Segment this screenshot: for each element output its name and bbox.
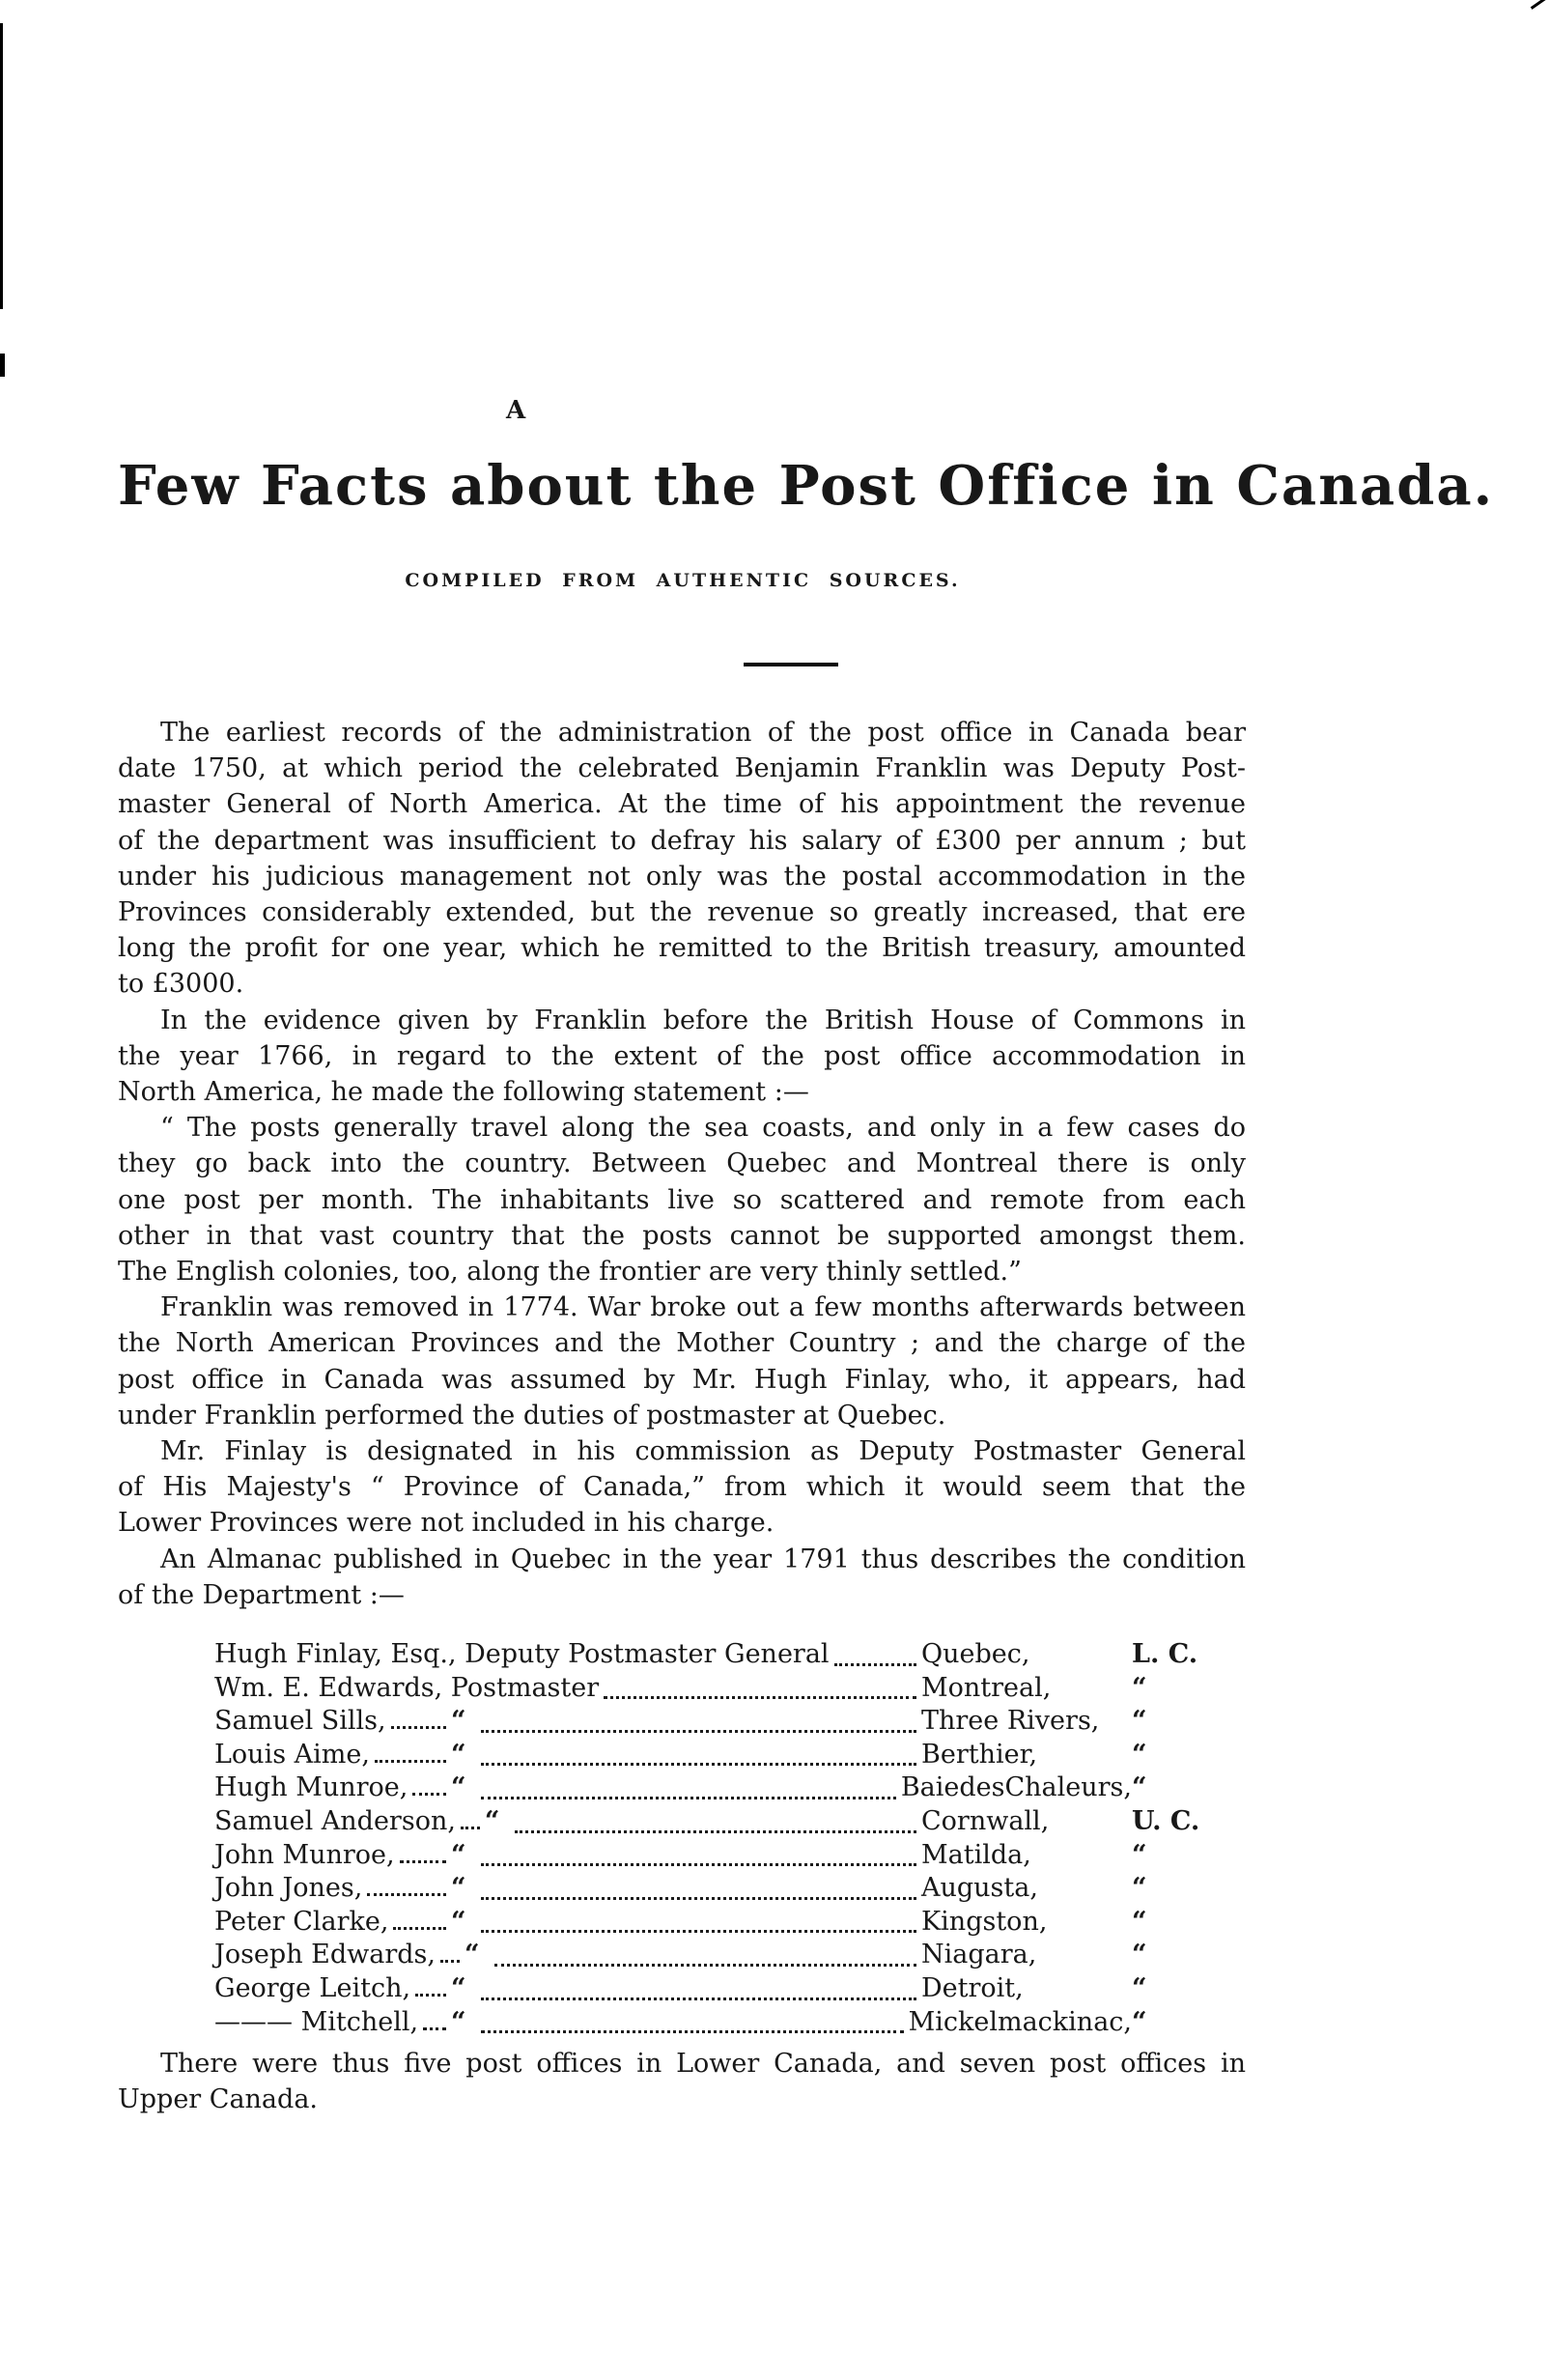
roster-name: Joseph Edwards, [214, 1940, 436, 1970]
roster-name: Peter Clarke, [214, 1906, 389, 1937]
ditto-mark: “ [451, 1906, 466, 1937]
text-line: under Franklin performed the duties of postmaster at Quebec. [118, 1400, 946, 1431]
roster-place: Kingston, [921, 1906, 1048, 1937]
leader-dots [393, 1927, 446, 1930]
text-line: Provinces considerably extended, but the revenue so greatly increased, that ere [118, 897, 1246, 928]
roster-name: Hugh Munroe, [214, 1772, 408, 1803]
roster-name: George Leitch, [214, 1972, 411, 2003]
roster-place: Quebec, [921, 1639, 1030, 1669]
text-line: Lower Provinces were not included in his charge. [118, 1508, 774, 1539]
text-line: “ The posts generally travel along the sea coasts, and only in a few cases do [160, 1113, 1246, 1144]
roster-place: Niagara, [921, 1940, 1037, 1970]
ditto-mark: “ [451, 1772, 466, 1803]
roster-row [214, 1706, 1209, 1740]
text-line: the North American Provinces and the Mother Country ; and the charge of the [118, 1328, 1246, 1359]
divider-rule [744, 663, 838, 666]
ditto-mark: “ [451, 1873, 466, 1904]
text-line: Upper Canada. [118, 2084, 318, 2115]
roster-name-cell [214, 1806, 485, 1836]
roster-row [214, 1740, 1209, 1773]
text-line: of His Majesty's “ Province of Canada,” from which it would seem that the [118, 1472, 1246, 1503]
roster-place: Detroit, [921, 1972, 1024, 2003]
roster-province: “ [1132, 1839, 1147, 1870]
body-text [118, 715, 1246, 1613]
roster-place: Matilda, [921, 1839, 1031, 1870]
roster-row [214, 1806, 1209, 1840]
roster-place: Three Rivers, [921, 1706, 1100, 1737]
roster-province: U. C. [1132, 1805, 1200, 1836]
leader-dots [412, 1793, 446, 1796]
page-subtitle: COMPILED FROM AUTHENTIC SOURCES. [405, 570, 961, 591]
roster-province: “ [1132, 1906, 1147, 1937]
roster-name: Samuel Sills, [214, 1706, 386, 1737]
roster-province: L. C. [1132, 1639, 1198, 1669]
text-line: North America, he made the following statement :— [118, 1077, 809, 1108]
leader-dots [481, 1797, 896, 1799]
roster-province: “ [1132, 1672, 1147, 1703]
leader-dots [481, 1998, 916, 2000]
text-line: to £3000. [118, 969, 244, 1000]
leader-dots [400, 1860, 446, 1863]
roster-place: Montreal, [921, 1672, 1052, 1703]
text-line: the year 1766, in regard to the extent of the post office accommodation in [118, 1040, 1246, 1071]
roster-place: Berthier, [921, 1739, 1038, 1770]
roster-row [214, 1673, 1209, 1707]
leader-dots [481, 1863, 916, 1866]
roster-province: “ [1132, 1972, 1147, 2003]
header-letter: A [506, 396, 526, 425]
ditto-mark: “ [451, 2006, 466, 2037]
leader-dots [481, 2030, 904, 2033]
scan-artifact-top-right [1531, 0, 1546, 10]
roster-name-cell [214, 1840, 451, 1870]
roster-name: John Jones, [214, 1873, 363, 1904]
leader-dots [367, 1893, 446, 1896]
roster-name: Louis Aime, [214, 1739, 370, 1770]
roster-name-cell [214, 1740, 451, 1770]
roster-row [214, 1973, 1209, 2007]
text-line: under his judicious management not only was the postal accommodation in the [118, 861, 1246, 892]
closing-paragraph [118, 2046, 1246, 2117]
leader-dots [494, 1964, 916, 1967]
roster-province: “ [1132, 1772, 1147, 1803]
leader-dots [481, 1897, 916, 1900]
text-line: one post per month. The inhabitants live so scattered and remote from each [118, 1184, 1246, 1215]
leader-dots [604, 1696, 916, 1699]
roster [214, 1639, 1209, 2040]
leader-dots [391, 1726, 446, 1729]
text-line: long the profit for one year, which he remitted to the British treasury, amounted [118, 933, 1246, 964]
leader-dots [481, 1730, 916, 1733]
roster-row [214, 1907, 1209, 1941]
scan-artifact-left-line [0, 23, 3, 309]
text-line: of the department was insufficient to defray his salary of £300 per annum ; but [118, 825, 1246, 856]
roster-name: Samuel Anderson, [214, 1805, 456, 1836]
text-line: In the evidence given by Franklin before the British House of Commons in [160, 1005, 1246, 1035]
roster-row [214, 1873, 1209, 1907]
roster-province: “ [1132, 2006, 1147, 2037]
roster-row [214, 1772, 1209, 1806]
leader-dots [481, 1930, 916, 1933]
text-line: post office in Canada was assumed by Mr. Hugh Finlay, who, it appears, had [118, 1364, 1246, 1395]
text-line: date 1750, at which period the celebrated Benjamin Franklin was Deputy Post- [118, 753, 1246, 784]
text-line: master General of North America. At the time of his appointment the revenue [118, 789, 1246, 820]
page-title: Few Facts about the Post Office in Canada. [118, 454, 1495, 518]
roster-name: ——— Mitchell, [214, 2006, 419, 2037]
roster-name: John Munroe, [214, 1839, 395, 1870]
leader-dots [375, 1760, 446, 1763]
roster-row [214, 1940, 1209, 1973]
leader-dots [415, 1994, 446, 1997]
leader-dots [515, 1830, 916, 1833]
roster-place: Mickelmackinac, [908, 2006, 1132, 2037]
scan-artifact-left-blip [0, 354, 5, 377]
roster-name-cell [214, 1772, 451, 1802]
leader-dots [481, 1763, 916, 1766]
ditto-mark: “ [451, 1839, 466, 1870]
roster-province: “ [1132, 1873, 1147, 1904]
text-line: they go back into the country. Between Quebec and Montreal there is only [118, 1148, 1246, 1179]
roster-row [214, 2007, 1209, 2041]
leader-dots [461, 1827, 480, 1829]
text-line: An Almanac published in Quebec in the year 1791 thus describes the condition [160, 1544, 1246, 1574]
ditto-mark: “ [451, 1706, 466, 1737]
roster-row [214, 1639, 1209, 1673]
leader-dots [834, 1663, 916, 1666]
roster-row [214, 1840, 1209, 1874]
ditto-mark: “ [465, 1940, 480, 1970]
text-line: other in that vast country that the posts cannot be supported amongst them. [118, 1220, 1246, 1251]
roster-name-cell [214, 1907, 451, 1937]
text-line: There were thus five post offices in Lower Canada, and seven post offices in [160, 2049, 1246, 2079]
roster-name: Wm. E. Edwards, Postmaster [214, 1672, 600, 1703]
roster-name: Hugh Finlay, Esq., Deputy Postmaster General [214, 1639, 830, 1669]
roster-name-cell [214, 1973, 451, 2003]
ditto-mark: “ [451, 1972, 466, 2003]
roster-place: Cornwall, [921, 1805, 1050, 1836]
leader-dots [440, 1960, 460, 1963]
roster-name-cell [214, 1940, 465, 1969]
ditto-mark: “ [484, 1805, 500, 1836]
text-line: The earliest records of the administration of the post office in Canada bear [160, 718, 1246, 748]
roster-place: BaiedesChaleurs, [900, 1772, 1132, 1803]
roster-province: “ [1132, 1706, 1147, 1737]
roster-province: “ [1132, 1739, 1147, 1770]
text-line: The English colonies, too, along the frontier are very thinly settled.” [118, 1257, 1022, 1288]
roster-name-cell [214, 1706, 451, 1736]
leader-dots [423, 2027, 446, 2030]
ditto-mark: “ [451, 1739, 466, 1770]
roster-province: “ [1132, 1940, 1147, 1970]
text-line: Mr. Finlay is designated in his commission as Deputy Postmaster General [160, 1436, 1246, 1467]
roster-name-cell [214, 1873, 451, 1903]
text-line: of the Department :— [118, 1579, 405, 1610]
roster-place: Augusta, [921, 1873, 1038, 1904]
text-line: Franklin was removed in 1774. War broke out a few months afterwards between [160, 1292, 1246, 1323]
roster-name-cell [214, 2007, 451, 2037]
